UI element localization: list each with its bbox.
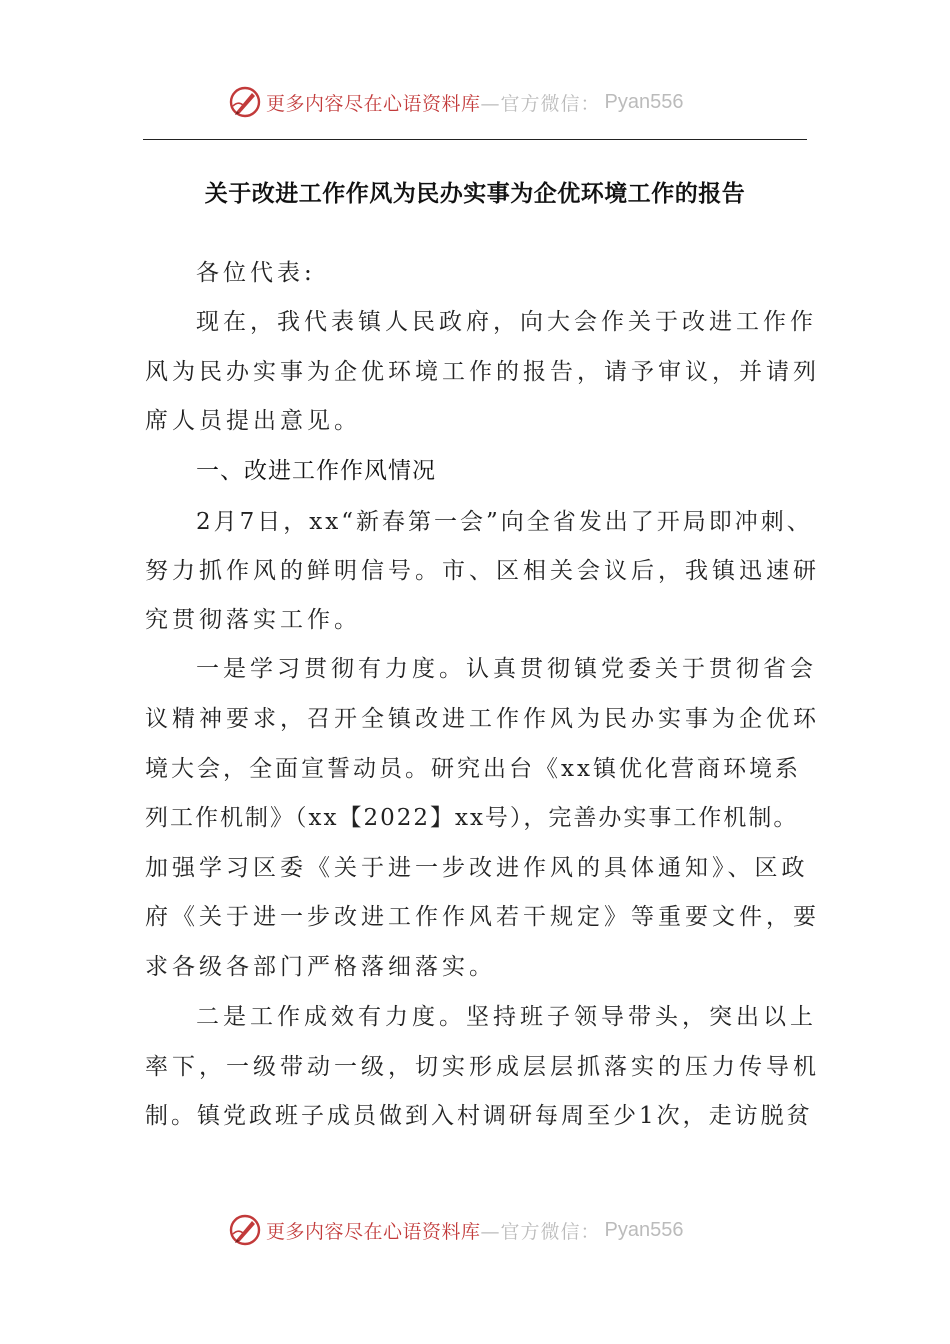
header-banner: [0, 82, 950, 122]
banner-wechat-id: Pyan556: [604, 90, 684, 113]
paragraph-line: 风为民办实事为企优环境工作的报告，请予审议，并请列: [145, 359, 820, 385]
salutation: 各位代表:: [196, 260, 316, 286]
banner-wechat-id: Pyan556: [604, 1218, 684, 1241]
paragraph-line: 求各级各部门严格落细落实。: [145, 954, 496, 980]
footer-banner: [0, 1210, 950, 1250]
paragraph-line: 议精神要求，召开全镇改进工作作风为民办实事为企优环: [145, 706, 820, 732]
banner-suffix: —官方微信：: [480, 92, 601, 115]
paragraph-line: 列工作机制》（xx【2022】xx号），完善办实事工作机制。: [145, 805, 799, 831]
banner-suffix: —官方微信：: [480, 1220, 601, 1243]
paragraph-line: 制。镇党政班子成员做到入村调研每周至少1次，走访脱贫: [145, 1103, 813, 1129]
paragraph-line: 努力抓作风的鲜明信号。市、区相关会议后，我镇迅速研: [145, 558, 820, 584]
paragraph-line: 率下，一级带动一级，切实形成层层抓落实的压力传导机: [145, 1054, 820, 1080]
pen-circle-logo-icon: [228, 1213, 262, 1247]
paragraph-line: 境大会，全面宣誓动员。研究出台《xx镇优化营商环境系: [145, 756, 801, 782]
paragraph-line: 一是学习贯彻有力度。认真贯彻镇党委关于贯彻省会: [196, 656, 817, 682]
paragraph-line: 加强学习区委《关于进一步改进作风的具体通知》、区政: [145, 855, 809, 881]
paragraph-line: 现在，我代表镇人民政府，向大会作关于改进工作作: [196, 309, 817, 335]
section-heading: 一、改进工作作风情况: [196, 458, 436, 484]
paragraph-line: 究贯彻落实工作。: [145, 607, 361, 633]
paragraph-line: 府《关于进一步改进工作作风若干规定》等重要文件，要: [145, 904, 820, 930]
paragraph-line: 2月7日，xx“新春第一会”向全省发出了开局即冲刺、: [196, 509, 813, 535]
banner-text: 更多内容尽在心语资料库: [266, 1220, 481, 1243]
paragraph-line: 二是工作成效有力度。坚持班子领导带头，突出以上: [196, 1004, 817, 1030]
document-title: 关于改进工作作风为民办实事为企优环境工作的报告: [204, 180, 746, 207]
pen-circle-logo-icon: [228, 85, 262, 119]
header-divider: [143, 139, 807, 140]
banner-text: 更多内容尽在心语资料库: [266, 92, 481, 115]
paragraph-line: 席人员提出意见。: [145, 408, 361, 434]
